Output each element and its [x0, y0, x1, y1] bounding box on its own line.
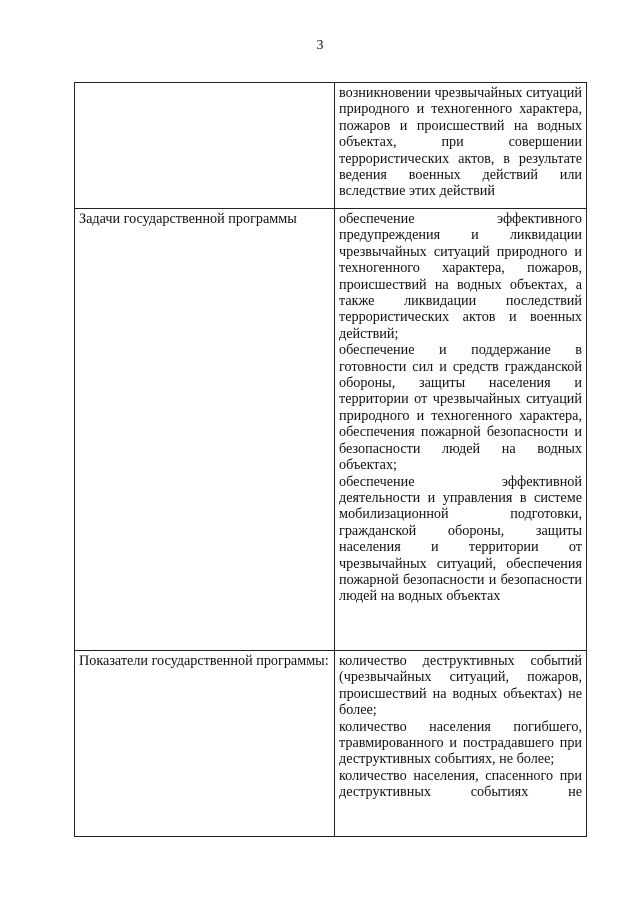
row-value-cell [335, 209, 587, 651]
row-label-cell [75, 83, 335, 209]
row-label-indicators: Показатели государственной программы: [79, 653, 329, 669]
table-row [75, 651, 587, 837]
table-row [75, 83, 587, 209]
row-label-cell [75, 651, 335, 837]
table-row [75, 209, 587, 651]
row-value-cell [335, 83, 587, 209]
program-passport-table [74, 82, 587, 837]
task-paragraph: обеспечение и поддержание в готовности сил и средств гражданской обороны, защиты населения и территории от чрезвычайных ситуаций природного и техногенного характера, обеспечения пожарной безопасности и безопасности людей на водных объектах; [339, 342, 582, 474]
row-value-cell [335, 651, 587, 837]
indicator-paragraph: количество населения погибшего, травмированного и пострадавшего при деструктивных событиях, не более; [339, 718, 582, 768]
task-paragraph: обеспечение эффективной деятельности и управления в системе мобилизационной подготовки, гражданской обороны, защиты населения и территории от чрезвычайных ситуаций, обеспечения пожарной безопасности и безопасности людей на водных объектах [339, 473, 582, 605]
row-value-paragraph: возникновении чрезвычайных ситуаций природного и техногенного характера, пожаров и происшествий на водных объектах, при совершении террористических актов, в результате ведения военных действий или вследствие этих действий [339, 85, 582, 200]
indicator-paragraph: количество населения, спасенного при деструктивных событиях не [339, 767, 582, 801]
task-paragraph: обеспечение эффективного предупреждения и ликвидации чрезвычайных ситуаций природного и техногенного характера, пожаров, происшествий на водных объектах, а также ликвидации последствий террористических актов и военных действий; [339, 211, 582, 342]
row-label-tasks: Задачи государственной программы [79, 211, 297, 227]
page-number: 3 [316, 38, 324, 53]
indicator-paragraph: количество деструктивных событий (чрезвычайных ситуаций, пожаров, происшествий на водных объектах) не более; [339, 653, 582, 719]
row-label-cell [75, 209, 335, 651]
